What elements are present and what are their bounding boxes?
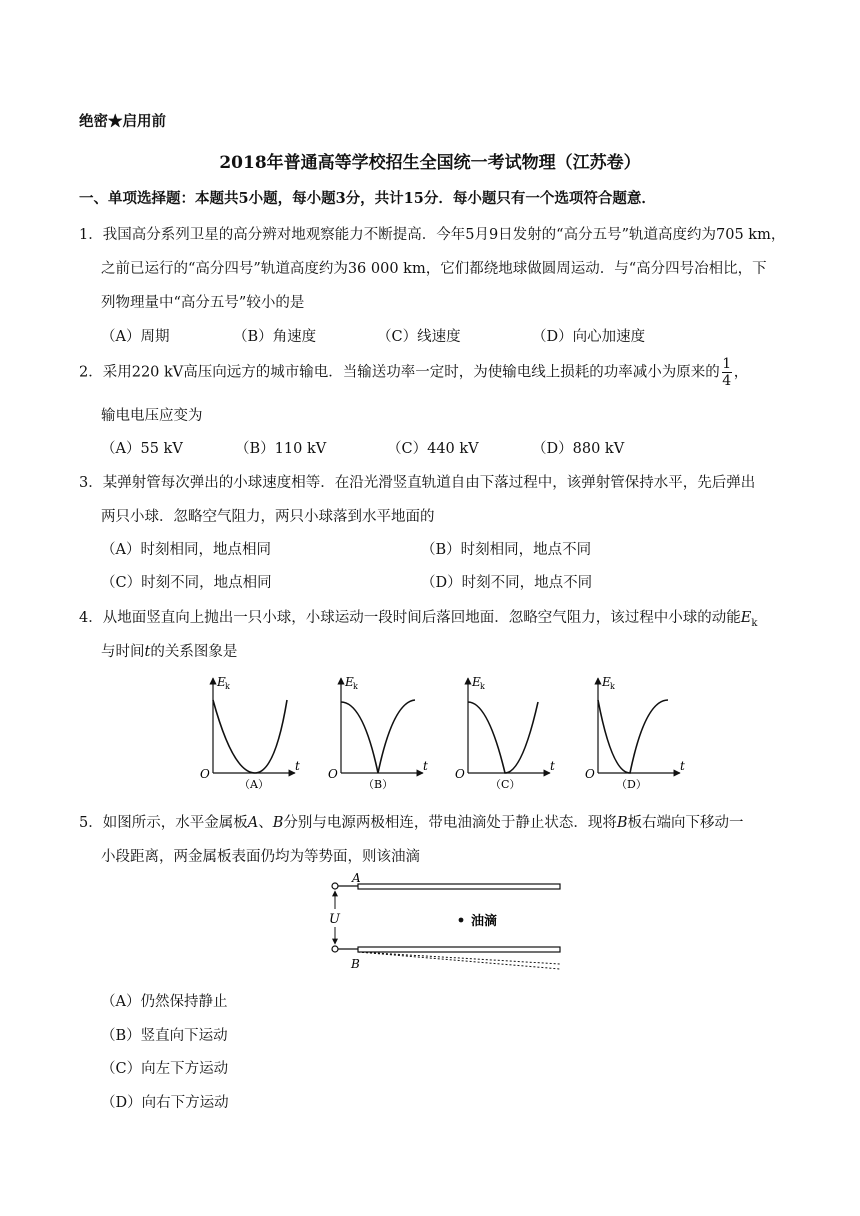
q4-line-1 xyxy=(79,606,757,629)
graph-d-label: （D） xyxy=(616,778,647,791)
graph-c-origin: O xyxy=(455,767,465,781)
fraction-denominator: 4 xyxy=(722,373,732,389)
plate-b xyxy=(358,947,560,952)
graph-b-curve xyxy=(341,700,415,773)
graph-c xyxy=(455,675,555,791)
graph-b-ysub: k xyxy=(353,682,358,691)
q5-option-a: （A）仍然保持静止 xyxy=(101,994,228,1010)
plate-b-symbol-2: B xyxy=(616,815,628,831)
graph-a-origin: O xyxy=(200,767,210,781)
moved-plate-bottom-edge xyxy=(358,952,560,969)
plate-b-symbol: B xyxy=(272,815,284,831)
graph-a-ylabel: E xyxy=(217,675,226,689)
q1-option-a: （A）周期 xyxy=(101,329,170,345)
q1-line-1: 1．我国高分系列卫星的高分辨对地观察能力不断提高．今年5月9日发射的“高分五号”轨道高度约为705 km， xyxy=(79,227,786,243)
plate-b-label: B xyxy=(351,957,360,971)
moved-plate-top-edge xyxy=(358,952,560,964)
q1-option-d: （D）向心加速度 xyxy=(532,329,646,345)
q5-option-b: （B）竖直向下运动 xyxy=(101,1028,228,1044)
q5-line-1 xyxy=(79,811,744,832)
q3-line-2: 两只小球．忽略空气阻力，两只小球落到水平地面的 xyxy=(101,509,435,525)
graph-a-label: （A） xyxy=(239,778,269,791)
graph-c-label: （C） xyxy=(490,778,521,791)
terminal-top xyxy=(332,883,338,889)
secret-mark: 绝密★启用前 xyxy=(79,113,166,130)
q4-graphs xyxy=(195,670,715,795)
q5-option-d: （D）向右下方运动 xyxy=(101,1095,229,1111)
graph-d xyxy=(585,675,685,791)
graph-a-curve xyxy=(213,700,287,773)
graph-d-ylabel: E xyxy=(602,675,611,689)
q2-option-a: （A）55 kV xyxy=(101,441,183,457)
q5-separator: 、 xyxy=(258,815,273,831)
q2-option-b: （B）110 kV xyxy=(235,441,327,457)
q1-option-b: （B）角速度 xyxy=(233,329,317,345)
q3-option-d: （D）时刻不同，地点不同 xyxy=(421,575,593,591)
q2-line-1-text: 2．采用220 kV高压向远方的城市输电．当输送功率一定时，为使输电线上损耗的功率减小为原来的 xyxy=(79,364,720,381)
q3-option-c: （C）时刻不同，地点相同 xyxy=(101,575,272,591)
graph-c-xlabel: t xyxy=(550,759,555,773)
q2-option-d: （D）880 kV xyxy=(532,441,625,457)
kinetic-energy-subscript: k xyxy=(751,617,758,629)
q4-line-2-text-b: 的关系图象是 xyxy=(150,644,238,660)
graph-a-xlabel: t xyxy=(295,759,300,773)
graph-c-curve xyxy=(468,702,538,773)
q5-line-2: 小段距离，两金属板表面仍均为等势面，则该油滴 xyxy=(101,849,420,865)
terminal-bottom xyxy=(332,946,338,952)
graph-b xyxy=(328,675,428,791)
q1-line-2: 之前已运行的“高分四号”轨道高度约为36 000 km，它们都绕地球做圆周运动．与“高分四号冶相比，下 xyxy=(101,261,767,277)
graph-d-origin: O xyxy=(585,767,595,781)
fraction-one-quarter xyxy=(722,356,732,389)
oil-drop xyxy=(459,918,464,923)
q3-option-b: （B）时刻相同，地点不同 xyxy=(421,542,592,558)
q1-option-c: （C）线速度 xyxy=(377,329,461,345)
kinetic-energy-symbol: E xyxy=(740,610,752,626)
graph-d-curve xyxy=(598,700,668,773)
graph-d-ysub: k xyxy=(610,682,615,691)
graph-a xyxy=(200,675,300,791)
section-heading: 一、单项选择题：本题共5小题，每小题3分，共计15分．每小题只有一个选项符合题意． xyxy=(79,190,656,207)
time-symbol: t xyxy=(144,644,151,660)
capacitor-figure xyxy=(325,872,570,972)
oil-drop-label: 油滴 xyxy=(471,914,498,929)
q1-line-3: 列物理量中“高分五号”较小的是 xyxy=(101,295,305,311)
plate-a-symbol: A xyxy=(247,815,259,831)
q2-line-1-end: ， xyxy=(733,364,749,381)
q5-option-c: （C）向左下方运动 xyxy=(101,1061,229,1077)
graph-b-xlabel: t xyxy=(423,759,428,773)
q2-line-1 xyxy=(79,356,748,389)
q2-option-c: （C）440 kV xyxy=(387,441,479,457)
graph-c-ysub: k xyxy=(480,682,485,691)
q2-line-2: 输电电压应变为 xyxy=(101,408,203,424)
q4-line-2 xyxy=(101,640,237,661)
q5-line-1-text-c: 板右端向下移动一 xyxy=(627,815,744,831)
q3-option-a: （A）时刻相同，地点相同 xyxy=(101,542,271,558)
voltage-label: U xyxy=(329,912,340,927)
graph-d-xlabel: t xyxy=(680,759,685,773)
q4-line-2-text-a: 与时间 xyxy=(101,644,145,660)
graph-b-ylabel: E xyxy=(345,675,354,689)
q3-line-1: 3．某弹射管每次弹出的小球速度相等．在沿光滑竖直轨道自由下落过程中，该弹射管保持水平，先后弹出 xyxy=(79,475,756,491)
plate-a-label: A xyxy=(352,872,361,885)
q4-line-1-text: 4．从地面竖直向上抛出一只小球，小球运动一段时间后落回地面．忽略空气阻力，该过程中小球的动能 xyxy=(79,610,741,626)
q5-line-1-text-a: 5．如图所示，水平金属板 xyxy=(79,815,248,831)
q5-line-1-text-b: 分别与电源两极相连，带电油滴处于静止状态．现将 xyxy=(283,815,617,831)
plate-a xyxy=(358,884,560,889)
graph-b-origin: O xyxy=(328,767,338,781)
fraction-numerator: 1 xyxy=(722,356,732,372)
graph-a-ysub: k xyxy=(225,682,230,691)
graph-b-label: （B） xyxy=(363,778,394,791)
graph-c-ylabel: E xyxy=(472,675,481,689)
page-title: 2018年普通高等学校招生全国统一考试物理（江苏卷） xyxy=(219,153,641,173)
